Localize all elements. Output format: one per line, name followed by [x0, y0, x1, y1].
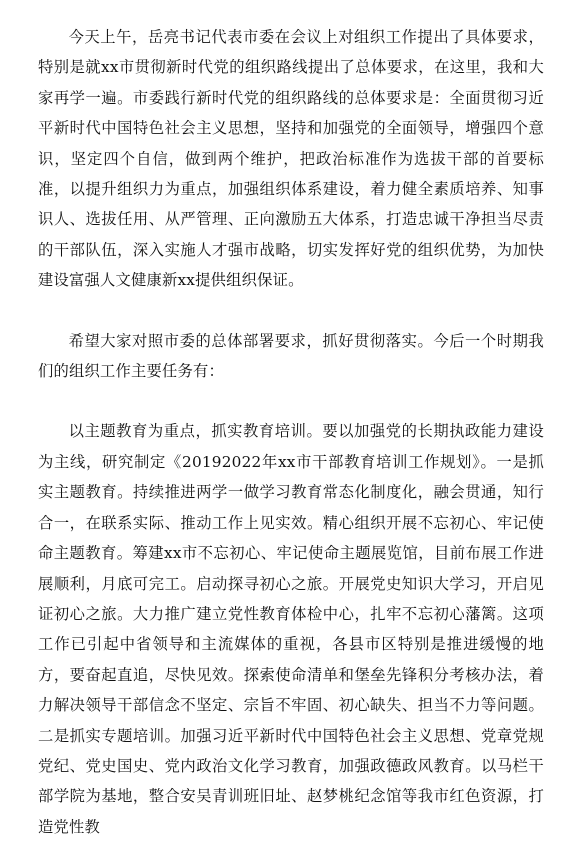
paragraph-3-text: 以主题教育为重点，抓实教育培训。要以加强党的长期执政能力建设为主线，研究制定《20192022年xx市干部教育培训工作规划》。一是抓实主题教育。持续推进两学一做学习教育常态化制度化，融会贯通，知行合一，在联系实际、推动工作上见实效。精心组织开展不忘初心、牢记使命主题教育。筹建xx市不忘初心、牢记使命主题展览馆，目前布展工作进展顺利，月底可完工。启动探寻初心之旅。开展党史知识大学习，开启见证初心之旅。大力推广建立党性教育体检中心，扎牢不忘初心藩篱。这项工作已引起中省领导和主流媒体的重视，各县市区特别是推进缓慢的地方，要奋起直追，尽快见效。探索使命清单和堡垒先锋积分考核办法，着力解决领导干部信念不坚定、宗旨不牢固、初心缺失、担当不力等问题。二是抓实专题培训。加强习近平新时代中国特色社会主义思想、党章党规党纪、党史国史、党内政治文化学习教育，加强政德政风教育。以马栏干部学院为基地，整合安吴青训班旧址、赵梦桃纪念馆等我市红色资源，打造党性教	[38, 422, 544, 836]
paragraph-1-text: 今天上午，岳亮书记代表市委在会议上对组织工作提出了具体要求，特别是就xx市贯彻新时代党的组织路线提出了总体要求，在这里，我和大家再学一遍。市委践行新时代党的组织路线的总体要求是：全面贯彻习近平新时代中国特色社会主义思想，坚持和加强党的全面领导，增强四个意识，坚定四个自信，做到两个维护，把政治标准作为选拔干部的首要标准，以提升组织力为重点，加强组织体系建设，着力健全素质培养、知事识人、选拔任用、从严管理、正向激励五大体系，打造忠诚干净担当尽责的干部队伍，深入实施人才强市战略，切实发挥好党的组织优势，为加快建设富强人文健康新xx提供组织保证。	[38, 28, 544, 290]
paragraph-3	[38, 416, 544, 842]
paragraph-2-text: 希望大家对照市委的总体部署要求，抓好贯彻落实。今后一个时期我们的组织工作主要任务有：	[38, 331, 544, 381]
paragraph-1	[38, 22, 544, 296]
paragraph-2	[38, 326, 544, 387]
